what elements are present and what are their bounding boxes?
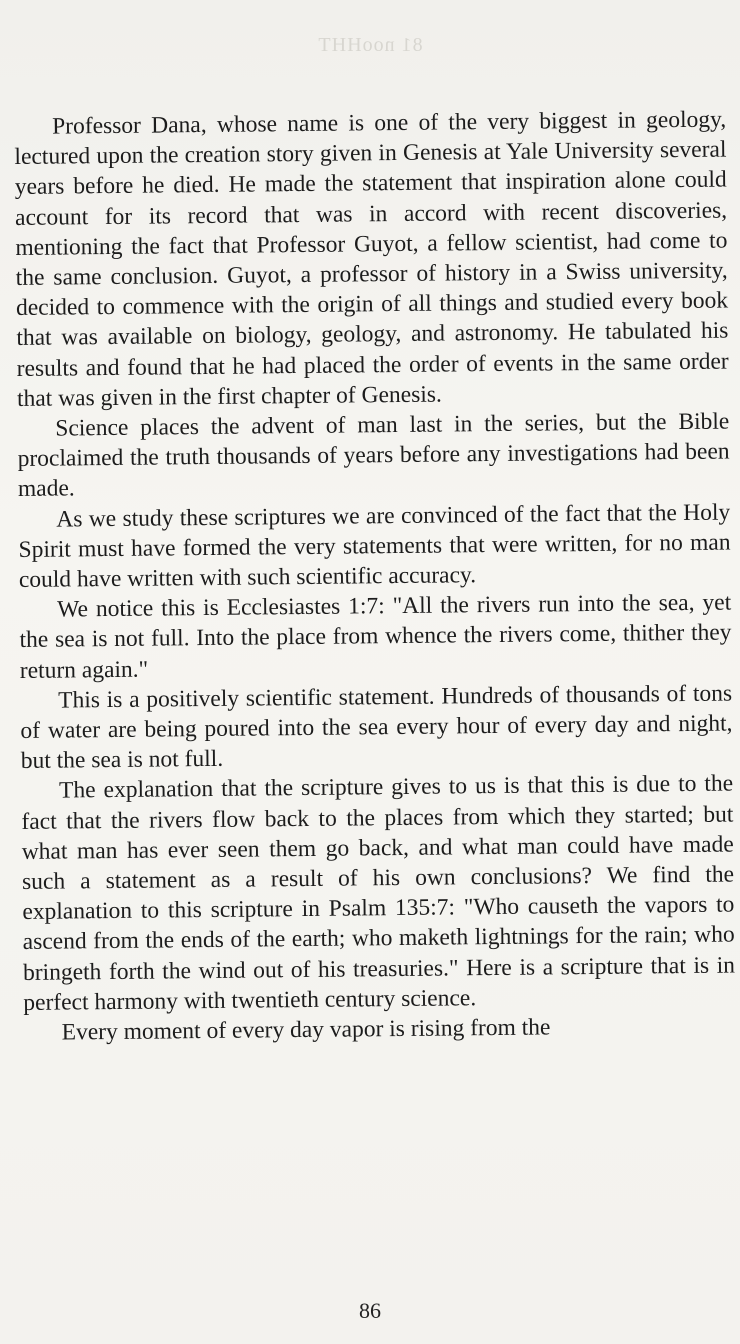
paragraph-7: Every moment of every day vapor is rising from the: [61, 1014, 551, 1046]
paragraph-4: We notice this is Ecclesiastes 1:7: "All the rivers run into the sea, yet the sea is not full. Into the place from whence the rivers come, thither they return again.": [19, 589, 732, 684]
body-text: [14, 105, 736, 1049]
paragraph-3: As we study these scriptures we are convinced of the fact that the Holy Spirit must have formed the very statements that were written, for no man could have written with such scientific accuracy.: [18, 499, 731, 594]
page-number: 86: [359, 1298, 381, 1323]
paragraph-5: This is a positively scientific statement. Hundreds of thousands of tons of water are being poured into the sea every hour of every day and night, but the sea is not full.: [20, 680, 733, 775]
paragraph-6: The explanation that the scripture gives to us is that this is due to the fact that the rivers flow back to the places from which they started; but what man has ever seen them go back, and what man could have made such a statement as a result of his own conclusions? We find the explanation to this scripture in Psalm 135:7: "Who causeth the vapors to ascend from the ends of the earth; who maketh lightnings for the rain; who bringeth forth the wind out of his treasuries." Here is a scripture that is in perfect harmony with twentieth century science.: [21, 770, 736, 1016]
bleed-through-text: 81 nooHHT: [317, 34, 423, 56]
paragraph-1: Professor Dana, whose name is one of the very biggest in geology, lectured upon the creation story given in Genesis at Yale University several years before he died. He made the statement that inspiration alone could account for its record that was in accord with recent discoveries, mentioning the fact that Professor Guyot, a fellow scientist, had come to the same conclusion. Guyot, a professor of history in a Swiss university, decided to commence with the origin of all things and studied every book that was available on biology, geology, and astronomy. He tabulated his results and found that he had placed the order of events in the same order that was given in the first chapter of Genesis.: [14, 106, 729, 412]
paragraph-2: Science places the advent of man last in the series, but the Bible proclaimed the truth thousands of years before any investigations had been made.: [17, 408, 730, 503]
